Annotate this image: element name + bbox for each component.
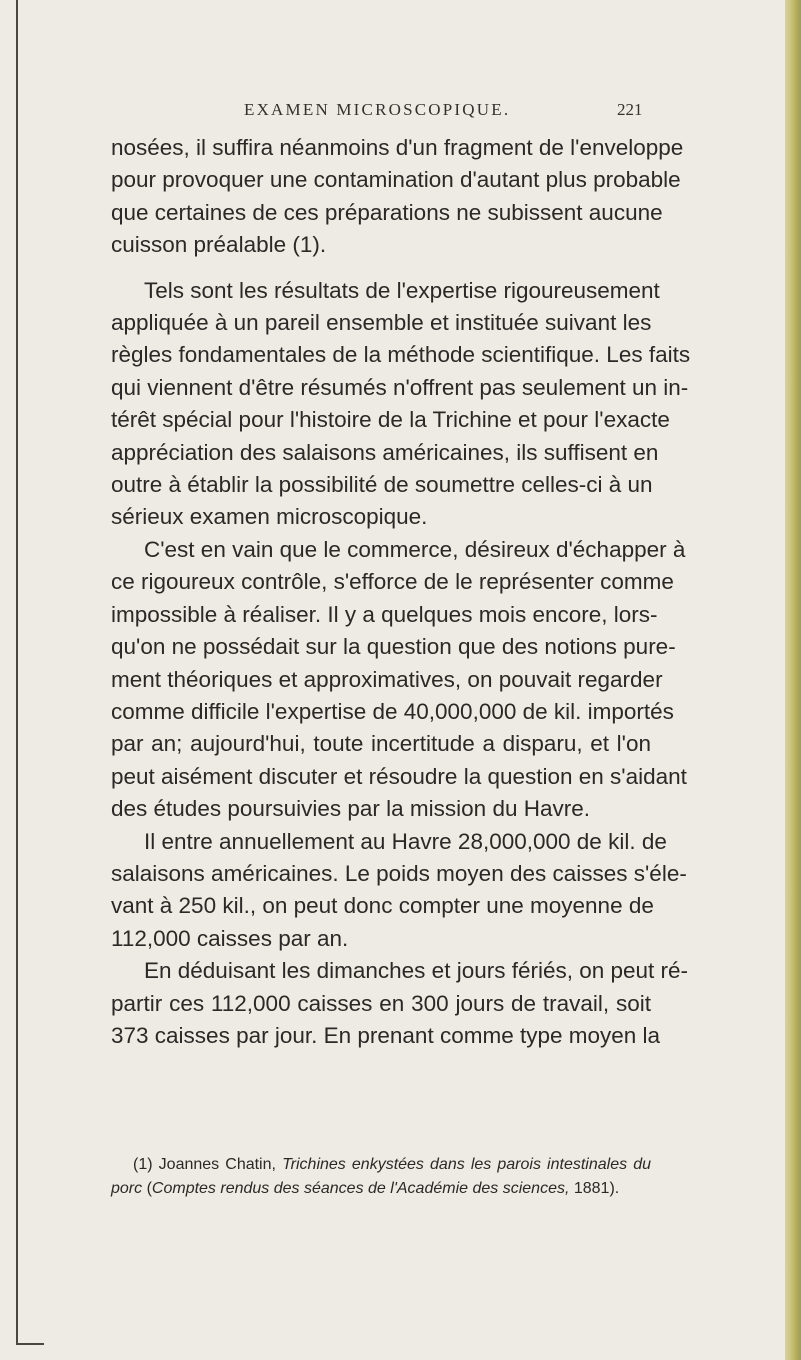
text-line: appliquée à un pareil ensemble et instituée suivant les (111, 310, 652, 336)
text-line: salaisons américaines. Le poids moyen des caisses s'éle- (111, 860, 687, 886)
text-line: comme difficile l'expertise de 40,000,000 de kil. importés (111, 698, 674, 724)
text-line: nosées, il suffira néanmoins d'un fragment de l'enveloppe (111, 135, 684, 160)
text-line: partir ces 112,000 caisses en 300 jours de travail, soit (111, 990, 651, 1016)
text-line: vant à 250 kil., on peut donc compter une moyenne de (111, 893, 654, 919)
footnote-marker: (1) (133, 1156, 153, 1173)
footnote (111, 1153, 651, 1201)
footnote-source: Comptes rendus des séances de l'Académie des sciences, (151, 1180, 570, 1197)
text-line: Il entre annuellement au Havre 28,000,000 de kil. de (144, 828, 667, 854)
page-edge-strip (785, 0, 801, 1360)
footnote-year: 1881). (569, 1180, 620, 1197)
text-line: des études poursuivies par la mission du Havre. (111, 796, 590, 822)
text-line: ce rigoureux contrôle, s'efforce de le représenter comme (111, 569, 674, 595)
text-line: ment théoriques et approximatives, on pouvait regarder (111, 666, 663, 692)
footnote-line (111, 1177, 651, 1201)
footnote-author: Joannes Chatin, (158, 1156, 276, 1173)
text-line: par an; aujourd'hui, toute incertitude a disparu, et l'on (111, 731, 651, 757)
text-line: sérieux examen microscopique. (111, 504, 428, 530)
text-line: règles fondamentales de la méthode scientifique. Les faits (111, 342, 691, 368)
footnote-title: Trichines enkystées dans les parois intestinales du (282, 1156, 652, 1173)
text-line: C'est en vain que le commerce, désireux d'échapper à (144, 536, 686, 562)
text-line: que certaines de ces préparations ne subissent aucune (111, 199, 663, 225)
page-header (0, 100, 801, 124)
text-line: 373 caisses par jour. En prenant comme type moyen la (111, 1022, 661, 1048)
text-line: appréciation des salaisons américaines, ils suffisent en (111, 439, 659, 465)
footnote-paren-open: ( (146, 1180, 152, 1197)
left-margin-rule (16, 0, 18, 1345)
text-line: peut aisément discuter et résoudre la question en s'aidant (111, 763, 687, 789)
text-line: qu'on ne possédait sur la question que des notions pure- (111, 634, 676, 660)
text-line: térêt spécial pour l'histoire de la Trichine et pour l'exacte (111, 407, 670, 433)
text-line: cuisson préalable (1). (111, 232, 327, 258)
paragraph-gap (111, 262, 651, 275)
body-text (111, 132, 691, 1052)
text-line: outre à établir la possibilité de soumettre celles-ci à un (111, 472, 653, 498)
text-line: qui viennent d'être résumés n'offrent pas seulement un in- (111, 374, 689, 400)
page-number: 221 (617, 100, 643, 119)
footnote-title-end: porc (111, 1180, 143, 1197)
running-title: EXAMEN MICROSCOPIQUE. (244, 100, 511, 119)
text-line: En déduisant les dimanches et jours fériés, on peut ré- (144, 958, 689, 984)
text-line: impossible à réaliser. Il y a quelques mois encore, lors- (111, 601, 658, 627)
text-line: pour provoquer une contamination d'autant plus probable (111, 167, 681, 193)
text-line: 112,000 caisses par an. (111, 925, 349, 951)
footnote-line (111, 1153, 651, 1177)
bottom-corner-rule (16, 1343, 44, 1345)
text-line: Tels sont les résultats de l'expertise rigoureusement (144, 277, 660, 303)
